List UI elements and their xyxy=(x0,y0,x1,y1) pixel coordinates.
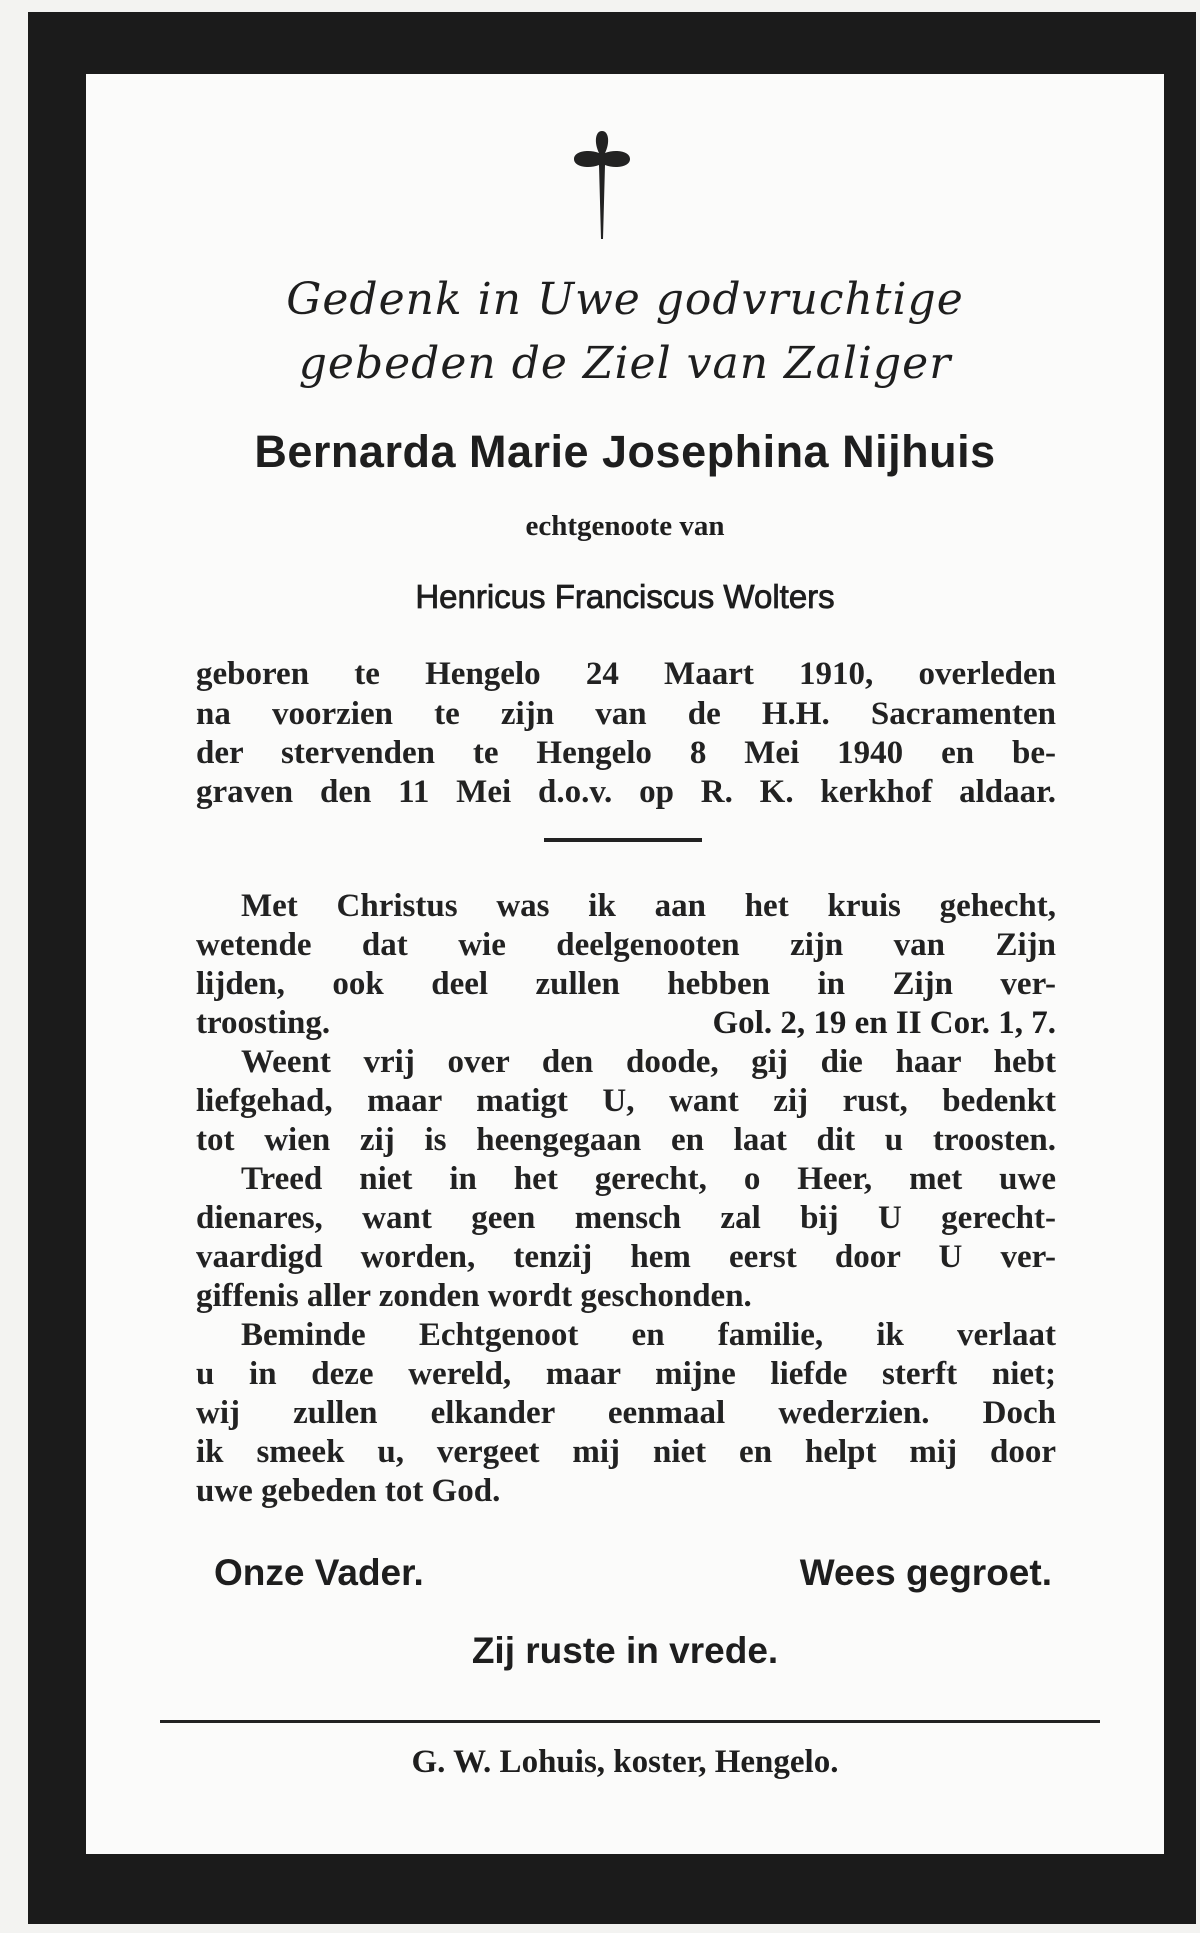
text-line: giffenis aller zonden wordt geschonden. xyxy=(196,1278,752,1314)
printer-credit: G. W. Lohuis, koster, Hengelo. xyxy=(411,1744,839,1780)
relation-text: echtgenoote van xyxy=(525,510,725,542)
text-line: wij zullen elkander eenmaal wederzien. Doch xyxy=(196,1395,1056,1431)
spouse-name: Henricus Franciscus Wolters xyxy=(415,578,835,615)
text-line: u in deze wereld, maar mijne liefde sterft niet; xyxy=(196,1356,1056,1392)
deceased-name: Bernarda Marie Josephina Nijhuis xyxy=(254,426,996,477)
text-line: lijden, ook deel zullen hebben in Zijn ver- xyxy=(196,966,1056,1002)
bio-line: geboren te Hengelo 24 Maart 1910, overleden xyxy=(196,656,1056,692)
text-line: liefgehad, maar matigt U, want zij rust, bedenkt xyxy=(196,1083,1056,1119)
text-line: uwe gebeden tot God. xyxy=(196,1473,501,1509)
prayer-onze-vader: Onze Vader. xyxy=(214,1552,424,1593)
divider-long xyxy=(160,1720,1100,1723)
bio-line: der stervenden te Hengelo 8 Mei 1940 en be- xyxy=(196,735,1056,771)
intro-line-2: gebeden de Ziel van Zaliger xyxy=(298,338,952,389)
text-line: vaardigd worden, tenzij hem eerst door U ver- xyxy=(196,1239,1056,1275)
text-line: Beminde Echtgenoot en familie, ik verlaat xyxy=(241,1317,1056,1353)
text-line: Treed niet in het gerecht, o Heer, met uwe xyxy=(241,1161,1056,1197)
prayer-wees-gegroet: Wees gegroet. xyxy=(799,1552,1052,1593)
intro-line-1: Gedenk in Uwe godvruchtige xyxy=(286,274,964,325)
bio-line: graven den 11 Mei d.o.v. op R. K. kerkhof aldaar. xyxy=(196,774,1056,810)
text-line: Met Christus was ik aan het kruis gehecht, xyxy=(241,888,1056,924)
text-line: troosting. xyxy=(196,1005,331,1041)
cross-icon xyxy=(572,129,632,241)
text-line: ik smeek u, vergeet mij niet en helpt mij door xyxy=(196,1434,1056,1470)
divider-short xyxy=(544,838,702,842)
closing-text: Zij ruste in vrede. xyxy=(471,1630,779,1671)
text-line: dienares, want geen mensch zal bij U gerecht- xyxy=(196,1200,1056,1236)
memorial-card xyxy=(86,74,1164,1854)
bio-line: na voorzien te zijn van de H.H. Sacramenten xyxy=(196,696,1056,732)
scripture-reference: Gol. 2, 19 en II Cor. 1, 7. xyxy=(712,1005,1056,1041)
text-line: tot wien zij is heengegaan en laat dit u troosten. xyxy=(196,1122,1056,1158)
text-line: Weent vrij over den doode, gij die haar hebt xyxy=(241,1044,1056,1080)
text-line: wetende dat wie deelgenooten zijn van Zijn xyxy=(196,927,1056,963)
